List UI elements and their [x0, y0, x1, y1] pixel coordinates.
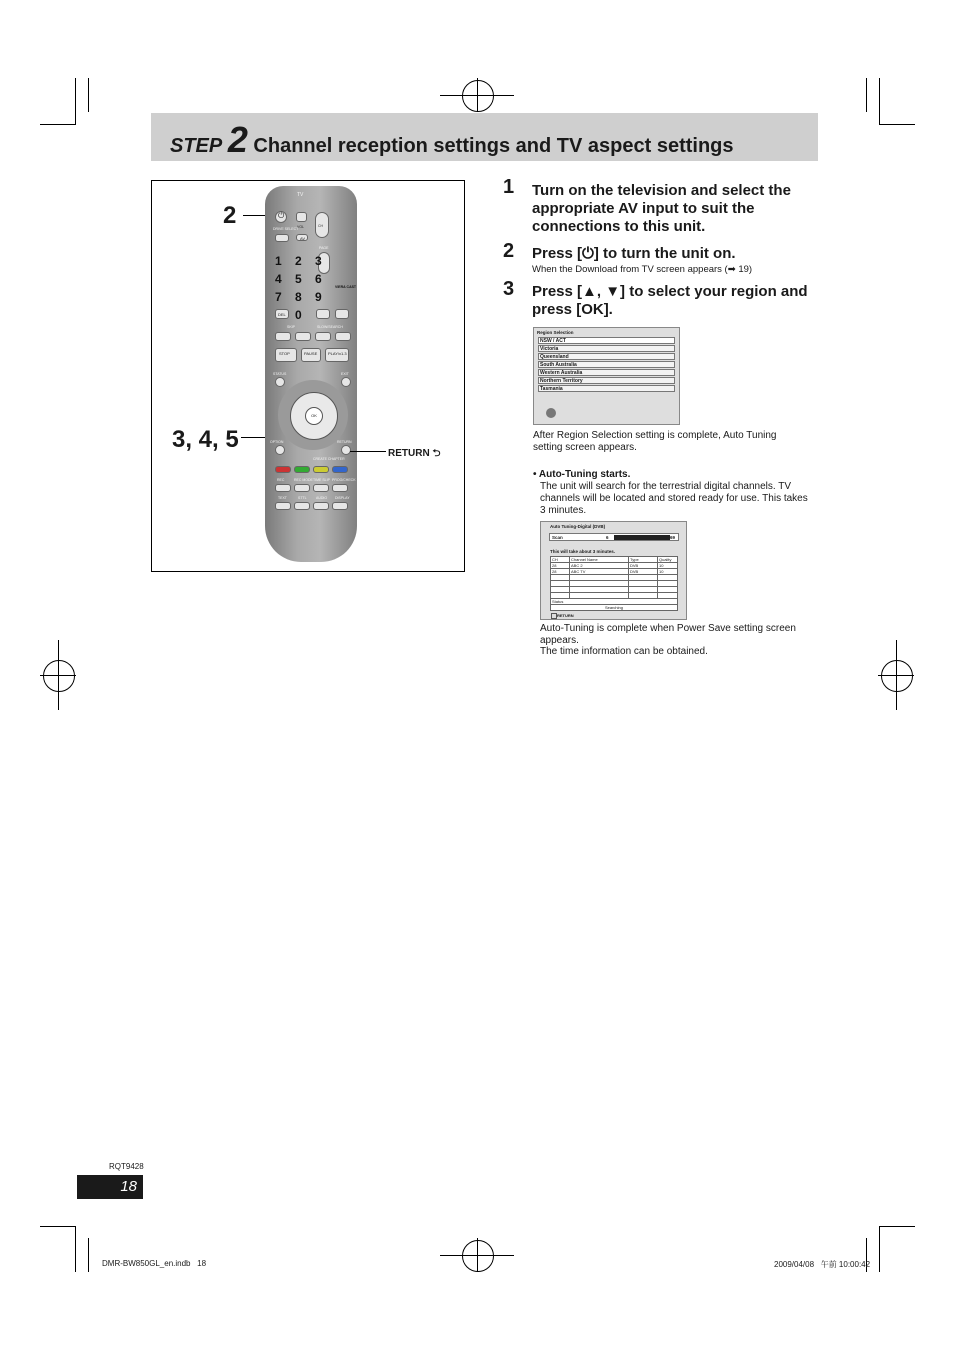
- exit-label: EXIT: [341, 372, 349, 376]
- prog-check-button[interactable]: [332, 484, 348, 492]
- callout-3-4-5: 3, 4, 5: [172, 426, 239, 453]
- rewind-button[interactable]: [315, 332, 331, 341]
- audio-label: AUDIO: [316, 496, 328, 500]
- rec-button[interactable]: [275, 484, 291, 492]
- sttl-button[interactable]: [294, 502, 310, 510]
- vol-label: VOL: [297, 225, 305, 229]
- power-icon: ⏻: [278, 211, 285, 220]
- display-label: DISPLAY: [335, 496, 350, 500]
- table-cell: DVB: [629, 563, 658, 569]
- scan-start: 6: [606, 535, 609, 540]
- slow-search-label: SLOW/SEARCH: [317, 325, 343, 329]
- play-label: PLAY/x1.3: [328, 351, 347, 356]
- step-1-number: 1: [503, 176, 515, 198]
- callout-2: 2: [223, 202, 237, 229]
- viera-cast-label: VIERA CAST: [335, 285, 357, 289]
- step-word: STEP: [170, 135, 223, 157]
- status-button[interactable]: [275, 377, 285, 387]
- skip-forward-button[interactable]: [295, 332, 311, 341]
- text-button[interactable]: [275, 502, 291, 510]
- status-header: Status: [551, 599, 678, 605]
- region-item[interactable]: South Australia: [538, 361, 675, 368]
- auto-tuning-title: Auto Tuning-Digital (DVB): [550, 524, 606, 529]
- remote-control: [265, 186, 357, 562]
- time-info-text: The time information can be obtained.: [540, 646, 708, 657]
- column-header: Quality: [658, 557, 678, 563]
- region-selection-screen: [533, 327, 680, 425]
- step-2-text: Press [⏻] to turn the unit on.: [532, 245, 736, 262]
- footer-timestamp: 2009/04/08 午前 10:00:42: [774, 1260, 871, 1269]
- step-number: 2: [227, 119, 248, 160]
- region-item[interactable]: Western Australia: [538, 369, 675, 376]
- page-title: [170, 119, 734, 160]
- tv-label: TV: [297, 192, 304, 198]
- scan-row: [549, 533, 679, 541]
- rec-mode-button[interactable]: [294, 484, 310, 492]
- key-7[interactable]: 7: [275, 290, 282, 304]
- page-number: 18: [77, 1175, 143, 1199]
- return-button[interactable]: [341, 445, 351, 455]
- doc-code: RQT9428: [109, 1162, 144, 1171]
- region-item[interactable]: Tasmania: [538, 385, 675, 392]
- key-3[interactable]: 3: [315, 254, 322, 268]
- play-button[interactable]: [325, 348, 349, 362]
- page-label: PAGE: [319, 246, 329, 250]
- key-9[interactable]: 9: [315, 290, 322, 304]
- step-1-text: Turn on the television and select the appropriate AV input to suit the connections to this unit.: [532, 182, 791, 235]
- table-cell: 28: [551, 563, 570, 569]
- del-label: DEL: [278, 312, 286, 317]
- key-1[interactable]: 1: [275, 254, 282, 268]
- return-button-label: RETURN: [337, 440, 352, 444]
- scan-label: Scan: [552, 535, 563, 540]
- blue-button[interactable]: [332, 466, 348, 473]
- return-icon: ⮌: [432, 448, 441, 459]
- key-0[interactable]: 0: [295, 308, 302, 322]
- yellow-button[interactable]: [313, 466, 329, 473]
- table-cell: 10: [658, 563, 678, 569]
- step-3-text: Press [▲, ▼] to select your region and press [OK].: [532, 283, 808, 318]
- region-screen-title: Region Selection: [537, 330, 574, 335]
- rec-mode-label: REC MODE: [294, 478, 313, 482]
- text-label: TEXT: [278, 496, 287, 500]
- av-button[interactable]: [296, 234, 308, 241]
- step-3-number: 3: [503, 278, 515, 300]
- return-callout-label: RETURN: [388, 448, 430, 459]
- sttl-label: STTL: [298, 496, 307, 500]
- ok-button[interactable]: [305, 407, 323, 425]
- auto-tuning-complete-text: Auto-Tuning is complete when Power Save setting screen appears.: [540, 623, 796, 646]
- channel-table: [550, 556, 678, 611]
- skip-label: SKIP: [287, 325, 295, 329]
- input-button[interactable]: [316, 309, 330, 319]
- table-cell: ABC 2: [570, 563, 629, 569]
- step-2-number: 2: [503, 240, 515, 262]
- red-button[interactable]: [275, 466, 291, 473]
- region-item[interactable]: Queensland: [538, 353, 675, 360]
- key-4[interactable]: 4: [275, 272, 282, 286]
- ok-label: OK: [311, 413, 317, 418]
- select-icon: [546, 408, 556, 418]
- prog-check-label: PROG/CHECK: [332, 478, 356, 482]
- rec-label: REC: [277, 478, 285, 482]
- table-cell: 10: [658, 569, 678, 575]
- region-item[interactable]: Victoria: [538, 345, 675, 352]
- option-button[interactable]: [275, 445, 285, 455]
- scan-progress-bar: [612, 535, 670, 540]
- exit-button[interactable]: [341, 377, 351, 387]
- after-region-text: After Region Selection setting is complete, Auto Tuning setting screen appears.: [533, 430, 777, 453]
- scan-end: 69: [670, 535, 676, 540]
- auto-tuning-bullet: • Auto-Tuning starts.: [533, 469, 631, 480]
- pause-button[interactable]: [301, 348, 321, 362]
- auto-tuning-body: The unit will search for the terrestrial digital channels. TV channels will be located and stored ready for use. This takes 3 minutes.: [540, 481, 808, 516]
- table-cell: 28: [551, 569, 570, 575]
- create-chapter-label: CREATE CHAPTER: [313, 457, 345, 461]
- manual-skip-button[interactable]: [335, 309, 349, 319]
- audio-button[interactable]: [313, 502, 329, 510]
- table-cell: ABC TV: [570, 569, 629, 575]
- status-value: Searching: [551, 605, 678, 611]
- av-label: AV: [300, 236, 306, 241]
- stop-button[interactable]: [275, 348, 297, 362]
- drive-select-button[interactable]: [275, 234, 289, 242]
- ch-label: CH: [318, 224, 324, 228]
- region-item[interactable]: Northern Territory: [538, 377, 675, 384]
- table-cell: DVB: [629, 569, 658, 575]
- title-text: Channel reception settings and TV aspect settings: [253, 135, 734, 157]
- column-header: Type: [629, 557, 658, 563]
- time-slip-button[interactable]: [313, 484, 329, 492]
- auto-tuning-note: This will take about 3 minutes.: [550, 549, 616, 554]
- auto-tuning-return: RETURN: [557, 613, 574, 618]
- column-header: CH: [551, 557, 570, 563]
- del-button[interactable]: [275, 309, 289, 319]
- key-6[interactable]: 6: [315, 272, 322, 286]
- tv-power-button[interactable]: [296, 212, 307, 222]
- key-2[interactable]: 2: [295, 254, 302, 268]
- key-5[interactable]: 5: [295, 272, 302, 286]
- key-8[interactable]: 8: [295, 290, 302, 304]
- green-button[interactable]: [294, 466, 310, 473]
- step-2-note: When the Download from TV screen appears (➡ 19): [532, 264, 753, 275]
- power-button[interactable]: [275, 211, 287, 223]
- return-callout: [388, 446, 440, 463]
- option-label: OPTION: [270, 440, 284, 444]
- status-label: STATUS: [273, 372, 287, 376]
- footer-file: DMR-BW850GL_en.indb 18: [102, 1259, 207, 1268]
- region-item[interactable]: NSW / ACT: [538, 337, 675, 344]
- column-header: Channel Name: [570, 557, 629, 563]
- skip-back-button[interactable]: [275, 332, 291, 341]
- display-button[interactable]: [332, 502, 348, 510]
- stop-label: STOP: [279, 351, 290, 356]
- time-slip-label: TIME SLIP: [313, 478, 330, 482]
- pause-label: PAUSE: [304, 351, 318, 356]
- drive-select-label: DRIVE SELECT: [273, 227, 299, 231]
- fast-forward-button[interactable]: [335, 332, 351, 341]
